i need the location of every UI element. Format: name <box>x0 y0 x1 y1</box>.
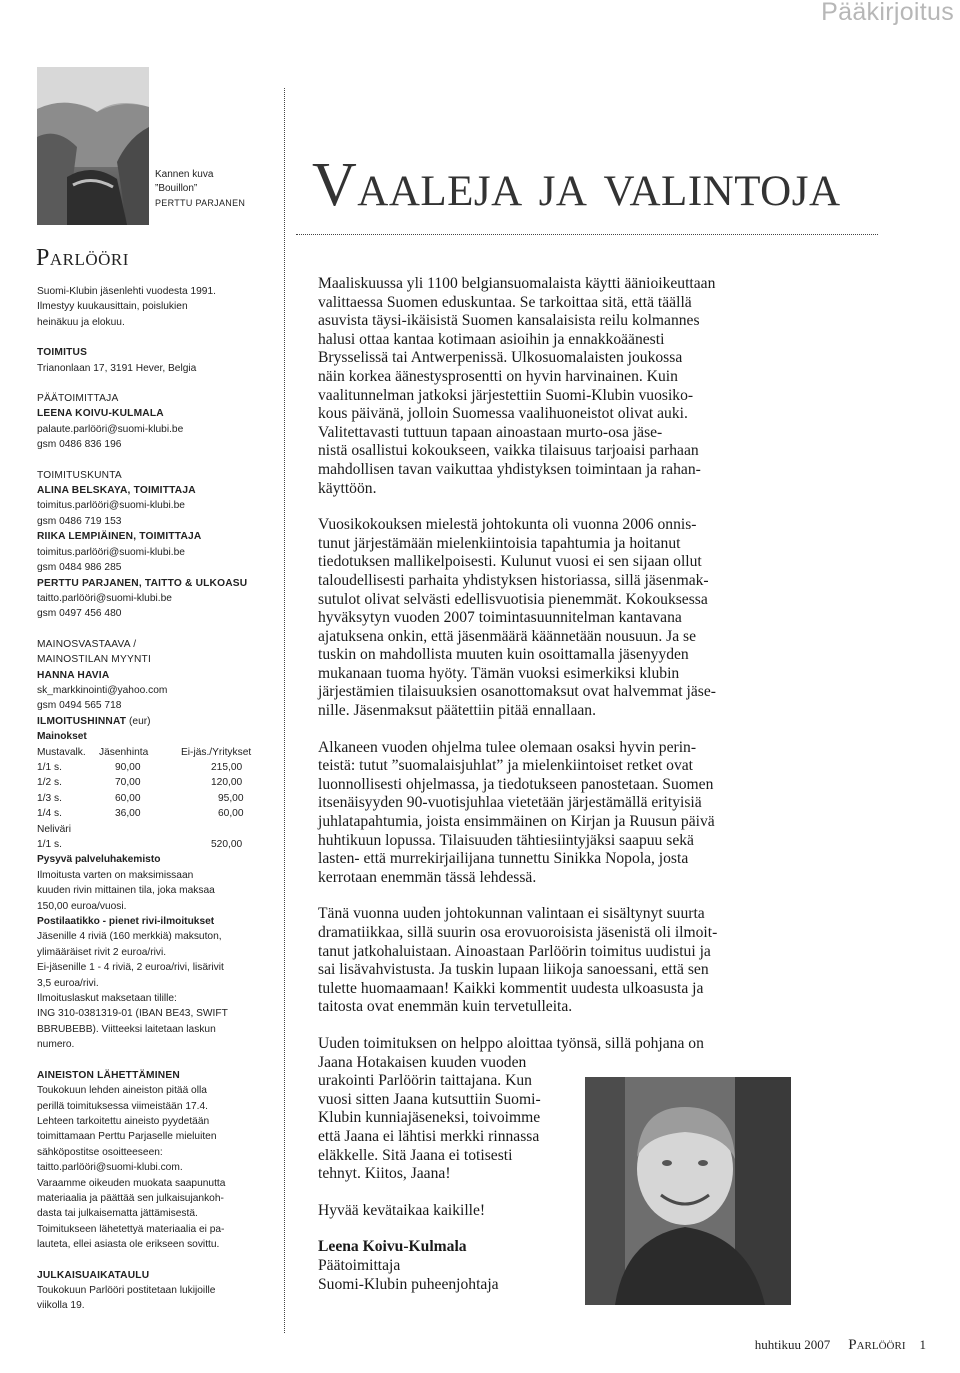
masthead-line: heinäkuu ja elokuu. <box>37 316 125 328</box>
table-cell: 60,00 <box>218 808 244 820</box>
masthead-line: Varaamme oikeuden muokata saapunutta <box>37 1177 226 1189</box>
footer-date: huhtikuu 2007 <box>754 1337 831 1352</box>
article-line: valittaessa Suomen eduskuntaa. Se tarkoittaa sitä, että täällä <box>318 293 692 311</box>
article-line: kerrotaan enemmän tässä lehdessä. <box>318 868 537 886</box>
article-line: lasten- että murrekirjailijana tunnettu Sinikka Nopola, josta <box>318 850 689 868</box>
article-line: näin korkea äänestysprosentti on hyvin harvinainen. Kuin <box>318 367 678 385</box>
column-divider <box>284 88 285 1333</box>
prices-heading: ILMOITUSHINNAT <box>37 715 127 727</box>
table-header: Jäsenhinta <box>99 746 149 758</box>
table-cell: 215,00 <box>211 761 243 773</box>
masthead-line: taitto.parlööri@suomi-klubi.com. <box>37 1162 183 1174</box>
article-line: tulette huomaamaan! Kaikki kommentit uudesta ulkoasusta ja <box>318 979 704 997</box>
article-paragraph <box>318 516 796 721</box>
article-line: juhlatapahtumia, joista ensimmäinen on Kirjan ja Ruusun päivä <box>318 813 715 831</box>
article-paragraph <box>318 739 796 888</box>
masthead-advertising <box>37 637 269 714</box>
cover-photo <box>37 67 149 225</box>
table-row <box>37 837 251 852</box>
masthead-line: ING 310-0381319-01 (IBAN BE43, SWIFT <box>37 1008 228 1020</box>
masthead-phone: gsm 0497 456 480 <box>37 608 122 620</box>
table-header: Ei-jäs./Yritykset <box>181 746 252 758</box>
signature-name: Leena Koivu-Kulmala <box>318 1238 467 1256</box>
masthead-email: taitto.parlööri@suomi-klubi.be <box>37 592 172 604</box>
portrait-illustration <box>585 1077 791 1305</box>
footer-magazine: Parlööri <box>848 1337 906 1353</box>
section-label: Pääkirjoitus <box>821 0 954 26</box>
portrait-photo <box>585 1077 791 1305</box>
table-row <box>37 760 251 775</box>
masthead-line: 150,00 euroa/vuosi. <box>37 900 127 912</box>
cover-caption-line: Kannen kuva <box>155 169 214 180</box>
article-line: huhtikuun lopussa. Tilaisuuden tähtiesiintyjäksi saapuu sekä <box>318 831 694 849</box>
article-line: taloudellisesti parhaita yhdistyksen historiassa, sillä jäsenmak- <box>318 571 709 589</box>
masthead-email: sk_markkinointi@yahoo.com <box>37 684 168 696</box>
masthead-line: Jäsenille 4 riviä (160 merkkiä) maksuton, <box>37 931 222 943</box>
masthead-email: palaute.parlööri@suomi-klubi.be <box>37 423 184 435</box>
masthead-service-directory <box>37 852 269 914</box>
masthead-heading: TOIMITUS <box>37 347 88 359</box>
masthead-line: Ilmoituslaskut maksetaan tilille: <box>37 993 177 1005</box>
masthead-line: ylimääräiset rivit 2 euroa/rivi. <box>37 946 167 958</box>
table-cell: 520,00 <box>211 839 243 850</box>
masthead-line: viikolla 19. <box>37 1300 85 1312</box>
masthead-phone: gsm 0486 719 153 <box>37 515 122 527</box>
page-footer <box>755 1337 926 1354</box>
masthead-line: lauteta, ellei asiasta ole erikseen sovittu. <box>37 1239 220 1251</box>
masthead-role: TOIMITUSKUNTA <box>37 469 122 481</box>
article-line: Brysselissä tai Antwerpenissä. Ulkosuomalaisten joukossa <box>318 349 683 367</box>
table-row <box>37 822 251 837</box>
masthead-line: Ei-jäsenille 1 - 4 riviä, 2 euroa/rivi, lisärivit <box>37 962 224 974</box>
masthead-phone: gsm 0484 986 285 <box>37 562 122 574</box>
masthead-name: PERTTU PARJANEN, TAITTO & ULKOASU <box>37 577 248 589</box>
masthead-line: perillä toimituksessa viimeistään 17.4. <box>37 1100 208 1112</box>
table-row <box>37 775 251 790</box>
article-line: sai lisävahvistusta. Ja tuskin lupaan liikoja sanoessani, että sen <box>318 961 709 979</box>
masthead-line: BBRUBEBB). Viitteeksi laitetaan laskun <box>37 1023 216 1035</box>
cover-caption-photographer: PERTTU PARJANEN <box>155 198 246 208</box>
article-line: itsenäisyyden 90-vuotisjuhlaa vietetään järjestämällä erityisiä <box>318 794 702 812</box>
masthead-line: 3,5 euroa/rivi. <box>37 977 99 989</box>
table-header: Mustavalk. <box>37 746 86 758</box>
masthead-phone: gsm 0494 565 718 <box>37 700 122 712</box>
table-cell: 95,00 <box>218 792 244 804</box>
prices-subheading: Mainokset <box>37 731 87 743</box>
article-line: eläkkelle. Sitä Jaana ei totisesti <box>318 1146 513 1164</box>
article-paragraph <box>318 905 796 1017</box>
masthead-line: toimittamaan Perttu Parjaselle mieluiten <box>37 1131 217 1143</box>
article-line: asuvista täysi-ikäisistä Suomen kansalaisista reilu kolmannes <box>318 312 700 330</box>
article-line: Uuden toimituksen on helppo aloittaa työnsä, sillä pohjana on <box>318 1034 704 1052</box>
article-line: Valitettavasti tuttuun tapaan ainoastaan murto-osa jäse- <box>318 423 663 441</box>
article-line: vuosi sitten Jaana kutsuttiin Suomi- <box>318 1090 541 1108</box>
article-line: nistä osallistui kokoukseen, vaikka tilaisuus tarjoaisi parhaan <box>318 442 699 460</box>
table-cell: 1/1 s. <box>37 839 62 850</box>
article-line: kous päivänä, jolloin Suomessa vaalihuoneistot olivat auki. <box>318 405 688 423</box>
masthead-subheading: Postilaatikko - pienet rivi-ilmoitukset <box>37 916 215 928</box>
article-line: ajatuksena onkin, että jäsenmäärä käännetään nousuun. Ja se <box>318 627 697 645</box>
cover-caption <box>155 168 245 210</box>
article-line: Jaana Hotakaisen kuuden vuoden <box>318 1053 527 1071</box>
masthead-line: Ilmoitusta varten on maksimissaan <box>37 869 194 881</box>
prices-table <box>37 745 251 853</box>
masthead-email: toimitus.parlööri@suomi-klubi.be <box>37 500 185 512</box>
masthead-line: Suomi-Klubin jäsenlehti vuodesta 1991. <box>37 286 216 297</box>
article-line: mukanaan tuoma hyöty. Tämän vuoksi esimerkiksi klubin <box>318 664 680 682</box>
table-cell: 90,00 <box>115 761 141 773</box>
masthead-line: numero. <box>37 1039 75 1051</box>
article-line: taitosta ovat enemmän kuin tervetulleita. <box>318 998 573 1016</box>
cover-photo-illustration <box>37 67 149 225</box>
masthead <box>37 284 269 1314</box>
masthead-line: kuuden rivin mittainen tila, joka maksaa <box>37 885 215 897</box>
masthead-role: PÄÄTOIMITTAJA <box>37 393 119 405</box>
masthead-phone: gsm 0486 836 196 <box>37 439 122 451</box>
article-line: tehnyt. Kiitos, Jaana! <box>318 1165 451 1183</box>
signature-title: Päätoimittaja <box>318 1256 401 1274</box>
article-line: hyväksytyn vuoden 2007 toimintasuunnitelman kantavana <box>318 609 682 627</box>
masthead-classifieds <box>37 914 269 1053</box>
masthead-line: Toimitukseen lähetettyä materiaalia ei pa- <box>37 1223 225 1235</box>
article-line: nille. Jäsenmaksut päätettiin pitää ennallaan. <box>318 702 596 720</box>
masthead-toimitus <box>37 345 269 376</box>
article-line: järjestämien tilaisuuksien osanottomaksut ovat halvemmat jäse- <box>318 683 716 701</box>
article-line: sutulot olivat selvästi edellisvuotisia pienemmät. Kokouksessa <box>318 590 708 608</box>
article-line: urakointi Parlöörin taittajana. Kun <box>318 1072 532 1090</box>
article-headline: Vaaleja ja valintoja <box>312 151 841 219</box>
masthead-prices <box>37 714 269 853</box>
masthead-editorial-board <box>37 468 269 622</box>
masthead-intro <box>37 284 269 330</box>
article-line: Vuosikokouksen mielestä johtokunta oli vuonna 2006 onnis- <box>318 516 697 534</box>
article-line: Tänä vuonna uuden johtokunnan valintaan ei sisältynyt suurta <box>318 905 705 923</box>
masthead-name: HANNA HAVIA <box>37 669 110 681</box>
article-line: Hyvää kevätaikaa kaikille! <box>318 1201 486 1219</box>
masthead-address: Trianonlaan 17, 3191 Hever, Belgia <box>37 362 197 374</box>
masthead-name: RIIKA LEMPIÄINEN, TOIMITTAJA <box>37 531 202 543</box>
headline-divider <box>296 234 878 235</box>
masthead-line: dasta tai julkaisematta jättämisestä. <box>37 1208 198 1220</box>
prices-unit: (eur) <box>126 715 151 727</box>
masthead-heading: AINEISTON LÄHETTÄMINEN <box>37 1069 180 1081</box>
article-line: halusi ottaa kantaa kotimaan asioihin ja ennakkoäänesti <box>318 330 665 348</box>
masthead-schedule <box>37 1268 269 1314</box>
masthead-line: Lehteen tarkoitettu aineisto pyydetään <box>37 1115 210 1127</box>
article-line: mahdollisen tavan vaikuttaa yhdistyksen toimintaan ja rahan- <box>318 460 701 478</box>
article-line: vaalitunnelman jatkoksi järjestettiin Suomi-Klubin vuosiko- <box>318 386 694 404</box>
table-cell: 36,00 <box>115 808 141 820</box>
article-line: tunut järjestämään mielenkiintoisia tapahtumia ja hoitanut <box>318 534 681 552</box>
masthead-name: ALINA BELSKAYA, TOIMITTAJA <box>37 485 196 497</box>
article-line: tiedotuksen mallikelpoisesti. Kulunut vuosi ei sen sijaan ollut <box>318 553 702 571</box>
article-line: tanut jatkohaluistaan. Ainoastaan Parlöörin toimitus uudistui ja <box>318 942 711 960</box>
masthead-name: LEENA KOIVU-KULMALA <box>37 408 164 420</box>
masthead-heading: JULKAISUAIKATAULU <box>37 1269 150 1281</box>
masthead-role: MAINOSTILAN MYYNTI <box>37 654 151 666</box>
table-cell: 1/1 s. <box>37 761 62 773</box>
table-cell: 70,00 <box>115 777 141 789</box>
table-cell: 1/2 s. <box>37 777 62 789</box>
signature-org: Suomi-Klubin puheenjohtaja <box>318 1275 499 1293</box>
table-header-row <box>37 745 251 760</box>
table-cell <box>99 837 181 852</box>
masthead-line: Ilmestyy kuukausittain, poislukien <box>37 301 188 313</box>
article-paragraph <box>318 275 796 498</box>
article-line: Maaliskuussa yli 1100 belgiansuomalaista käytti äänioikeuttaan <box>318 275 716 292</box>
article-line: tuskin on mahdollista muuten kuin osoittamalla jäsenyyden <box>318 646 689 664</box>
magazine-title: Parlööri <box>36 245 129 271</box>
cover-caption-line: ”Bouillon” <box>155 183 198 194</box>
masthead-role: MAINOSVASTAAVA / <box>37 638 137 650</box>
masthead-editor-in-chief <box>37 391 269 453</box>
table-cell: 60,00 <box>115 792 141 804</box>
masthead-line: Toukokuun lehden aineiston pitää olla <box>37 1085 207 1097</box>
masthead-subheading: Pysyvä palveluhakemisto <box>37 854 161 866</box>
page-number: 1 <box>919 1337 926 1352</box>
masthead-line: materiaalia ja päättää sen julkaisujankoh- <box>37 1192 224 1204</box>
article-line: dramatiikkaa, sillä suurin osa erovuoroisista jäsenistä oli ilmoit- <box>318 924 718 941</box>
article-line: Alkaneen vuoden ohjelma tulee olemaan osaksi hyvin perin- <box>318 738 697 756</box>
table-cell: Neliväri <box>37 823 71 835</box>
article-line: käyttöön. <box>318 479 377 497</box>
table-cell: 120,00 <box>211 777 243 789</box>
article-line: luonnollisesti ohjelmassa, ja tiedotukseen panostetaan. Suomen <box>318 775 714 793</box>
masthead-line: Toukokuun Parlööri postitetaan lukijoille <box>37 1284 216 1296</box>
table-cell: 1/3 s. <box>37 792 62 804</box>
table-row <box>37 806 251 821</box>
masthead-email: toimitus.parlööri@suomi-klubi.be <box>37 546 185 558</box>
masthead-submission <box>37 1068 269 1253</box>
article-line: teistä: tutut ”suomalaisjuhlat” ja mielenkiintoiset retket ovat <box>318 757 694 775</box>
table-cell: 1/4 s. <box>37 808 62 820</box>
article-line: että Jaana ei lähtisi merkki rinnassa <box>318 1127 540 1145</box>
article-line: Klubin kunniajäseneksi, toivoimme <box>318 1109 541 1127</box>
masthead-line: sähköpostitse osoitteeseen: <box>37 1146 163 1158</box>
table-row <box>37 791 251 806</box>
